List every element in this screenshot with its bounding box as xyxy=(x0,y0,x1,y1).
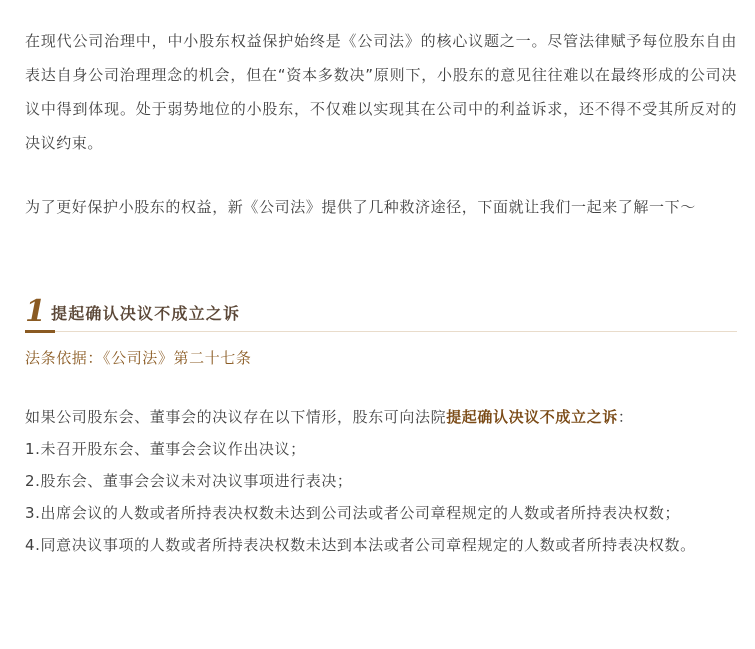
transition-paragraph: 为了更好保护小股东的权益，新《公司法》提供了几种救济途径，下面就让我们一起来了解一下～ xyxy=(25,198,696,216)
heading-divider xyxy=(25,331,737,332)
heading-divider-accent xyxy=(25,330,55,333)
section-heading xyxy=(25,294,737,334)
conditions-list xyxy=(25,434,737,562)
list-item: 4.同意决议事项的人数或者所持表决权数未达到本法或者公司章程规定的人数或者所持表决权数。 xyxy=(25,536,696,554)
section-intro-text: 如果公司股东会、董事会的决议存在以下情形，股东可向法院 xyxy=(25,408,447,426)
legal-basis: 法条依据：《公司法》第二十七条 xyxy=(25,349,252,367)
intro-paragraph: 在现代公司治理中，中小股东权益保护始终是《公司法》的核心议题之一。尽管法律赋予每位股东自由表达自身公司治理理念的机会，但在“资本多数决”原则下，小股东的意见往往难以在最终形成的公司决议中得到体现。处于弱势地位的小股东，不仅难以实现其在公司中的利益诉求，还不得不受其所反对的决议约束。 xyxy=(25,32,737,152)
list-item: 1.未召开股东会、董事会会议作出决议； xyxy=(25,440,306,458)
list-item: 3.出席会议的人数或者所持表决权数未达到公司法或者公司章程规定的人数或者所持表决权数； xyxy=(25,504,681,522)
section-intro-colon: ： xyxy=(617,408,634,426)
section-intro-highlight: 提起确认决议不成立之诉 xyxy=(446,408,618,426)
section-title: 提起确认决议不成立之诉 xyxy=(51,304,241,323)
list-item: 2.股东会、董事会会议未对决议事项进行表决； xyxy=(25,472,353,490)
section-intro xyxy=(25,402,737,432)
section-number: 1 xyxy=(25,294,46,329)
